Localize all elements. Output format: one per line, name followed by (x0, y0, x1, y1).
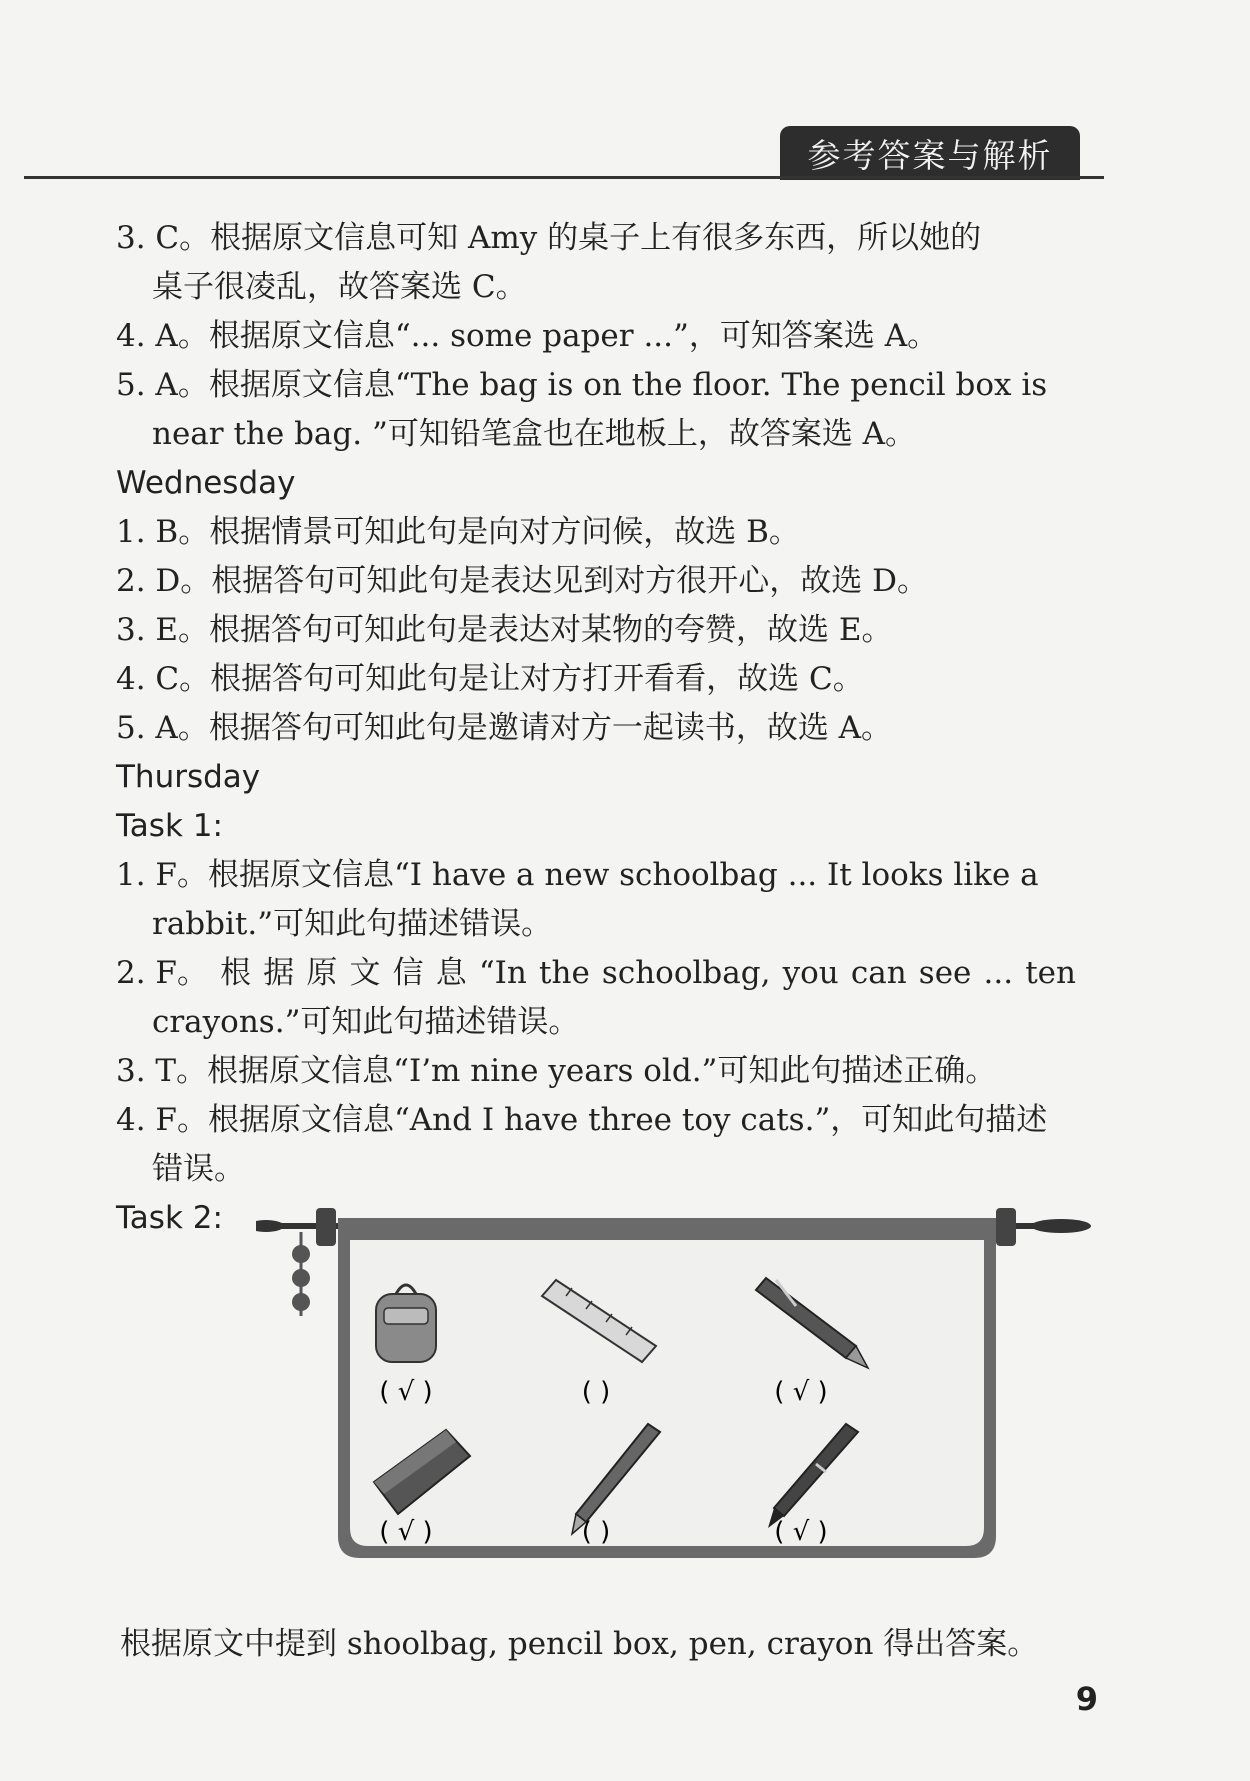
page-number: 9 (1075, 1680, 1098, 1718)
section-heading-wednesday: Wednesday (116, 465, 296, 501)
task2-explanation: 根据原文中提到 shoolbag, pencil box, pen, crayon 得出答案。 (120, 1626, 1039, 1662)
task2-heading: Task 2: (116, 1200, 223, 1236)
answer-line: 桌子很凌乱，故答案选 C。 (152, 269, 527, 305)
rod-tip-left (256, 1220, 284, 1232)
schoolbag-icon (376, 1285, 436, 1362)
scroll-paper (350, 1240, 984, 1546)
answer-line: 4. A。根据原文信息“... some paper ...”，可知答案选 A。 (116, 318, 939, 354)
rod-cap-left (316, 1208, 336, 1246)
word: you (782, 955, 839, 991)
word: 信 (392, 955, 424, 991)
answer-line: 错误。 (152, 1151, 245, 1187)
tassel-bead (292, 1293, 310, 1311)
check-mark-schoolbag: ( √ ) (379, 1377, 433, 1407)
answer-line: 4. F。根据原文信息“And I have three toy cats.”，可知此句描述 (116, 1102, 1048, 1138)
header-rule (24, 176, 1104, 179)
answer-line: 4. C。根据答句可知此句是让对方打开看看，故选 C。 (116, 661, 864, 697)
task2-block (116, 1194, 1076, 1654)
answer-line: 1. B。根据情景可知此句是向对方问候，故选 B。 (116, 514, 800, 550)
answer-line: 5. A。根据原文信息“The bag is on the floor. The pencil box is (116, 367, 1048, 403)
answer-line: 1. F。根据原文信息“I have a new schoolbag ... It looks like a (116, 857, 1039, 893)
word: 2. F。 (116, 955, 208, 991)
section-tab (780, 126, 1080, 180)
answer-line: 3. E。根据答句可知此句是表达对某物的夸赞，故选 E。 (116, 612, 893, 648)
check-mark-pencil-box: ( √ ) (379, 1517, 433, 1547)
answer-line: 5. A。根据答句可知此句是邀请对方一起读书，故选 A。 (116, 710, 893, 746)
answer-line: 2. D。根据答句可知此句是表达见到对方很开心，故选 D。 (116, 563, 928, 599)
answer-line: crayons.”可知此句描述错误。 (152, 1004, 580, 1040)
answer-line: rabbit.”可知此句描述错误。 (152, 906, 553, 942)
section-heading-thursday: Thursday (116, 759, 261, 795)
answer-content (116, 214, 1076, 1654)
word: 原 (306, 955, 338, 991)
word: the (539, 955, 590, 991)
check-mark-crayon: ( √ ) (774, 1517, 828, 1547)
check-mark-pen: ( √ ) (774, 1377, 828, 1407)
answer-line: near the bag. ”可知铅笔盒也在地板上，故答案选 A。 (152, 416, 917, 452)
answer-line: 3. T。根据原文信息“I’m nine years old.”可知此句描述正确。 (116, 1053, 997, 1089)
rod-cap-right (996, 1208, 1016, 1246)
word: 文 (349, 955, 381, 991)
word: 根 (220, 955, 252, 991)
rod-tip-right (1031, 1219, 1091, 1233)
scroll-illustration (256, 1196, 1096, 1616)
tassel-bead (292, 1269, 310, 1287)
answer-line-justified (116, 949, 1076, 998)
word: “In (478, 955, 527, 991)
check-mark-pencil: ( ) (581, 1517, 611, 1547)
tassel-bead (292, 1245, 310, 1263)
word: can (850, 955, 907, 991)
word: see (918, 955, 972, 991)
word: 据 (263, 955, 295, 991)
task1-heading: Task 1: (116, 808, 223, 844)
section-tab-title: 参考答案与解析 (807, 135, 1053, 175)
word: ten (1025, 955, 1076, 991)
check-mark-ruler: ( ) (581, 1377, 611, 1407)
answer-line: 3. C。根据原文信息可知 Amy 的桌子上有很多东西，所以她的 (116, 220, 982, 256)
word: ... (983, 955, 1014, 991)
word: schoolbag, (601, 955, 771, 991)
word: 息 (435, 955, 467, 991)
